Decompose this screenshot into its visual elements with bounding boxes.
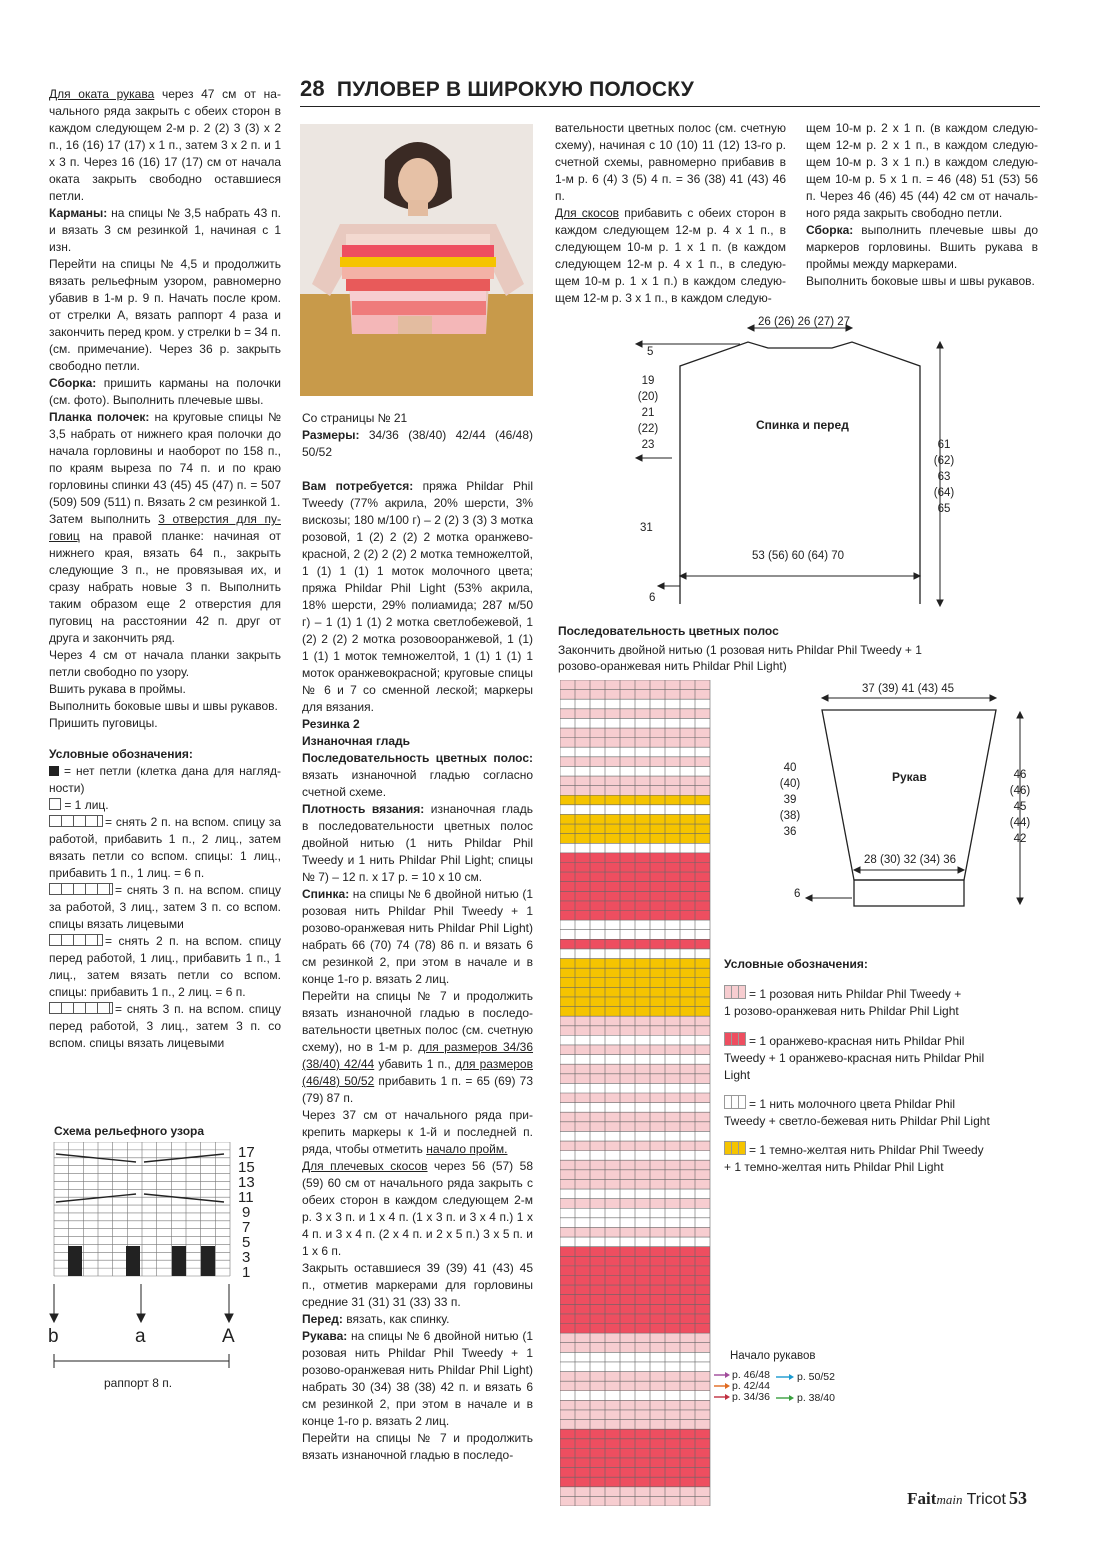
sleeve-shaping-paragraph: Для скосов прибавить с обеих сторон в каждом следующем 12-м р. 4 х 1 п., в следующем 10-м р. 1 х 1 п. (в каждом следующем 12-м р. 4 х 1 п., в следующем 10-м р. 1 х 1 п.) в каждом следующем 12-м р. 3 х 1 п., в каждом следую- bbox=[555, 206, 786, 305]
legend-pink: = 1 розовая нить Phildar Phil Tweedy + 1 розово-оранжевая нить Phildar Phil Light bbox=[724, 987, 962, 1018]
relief-row-label: 15 bbox=[238, 1159, 255, 1176]
body-shoulder-depth: 5 bbox=[647, 346, 654, 358]
page-number: 53 bbox=[1009, 1488, 1027, 1508]
legend-item-cross-4: = снять 3 п. на вспом. спицу перед работой, 3 лиц., затем 3 п. со вспом. спицы вязать лицевыми bbox=[49, 1002, 281, 1050]
model-photo bbox=[300, 124, 533, 396]
legend-title: Условные обозначения: bbox=[49, 747, 193, 761]
column-4 bbox=[806, 120, 1038, 290]
legend-item-cross-3: = снять 2 п. на вспом. спицу перед работой, 1 лиц., прибавить 1 п., 1 лиц., затем вязать петли со вспом. спицы: прибавить 1 п., 2 лиц. = 6 п. bbox=[49, 934, 281, 999]
rib-2-heading: Резинка 2 bbox=[302, 717, 360, 731]
legend-yellow: = 1 темно-желтая нить Phildar Phil Tweedy + 1 темно-желтая нить Phildar Phil Light bbox=[724, 1143, 984, 1174]
shoulder-paragraph: Для плечевых скосов через 56 (57) 58 (59) 60 см от начального ряда закрыть с обеих сторон в каждом следующем 2-м р. 3 х 3 п. и 1 х 4 п. (1 х 3 п. и 3 х 4 п.) 1 х 4 п. и 3 х 4 п. (2 х 4 п. и 2 х 5 п.) 3 х 5 п. и 1 х 6 п. bbox=[302, 1159, 533, 1258]
body-rib-height: 6 bbox=[649, 592, 656, 604]
placket-paragraph: Планка полочек: на круговые спицы № 3,5 набрать от нижнего края полочки до начала горловины и наоборот по 158 п., по краям выреза по 74 п. и по краю горловины спинки 43 (45) 45 (47) п. = 507 (509) 509 (511) п. Вязать 2 см резинкой 1. bbox=[49, 410, 281, 509]
placket-end-paragraph: Через 4 см от начала планки закрыть петли свободно по узору. bbox=[49, 648, 281, 679]
sleeves-paragraph: Рукава: на спицы № 6 двойной нитью (1 розовая нить Phildar Phil Tweedy + 1 розово-оранжевая нить Phildar Phil Light) набрать 30 (34) 38 (38) 42 п. и вязать 6 см резинкой 2, при этом в начале и в конце 1-го р. вязать 2 лиц. bbox=[302, 1329, 533, 1428]
pockets-paragraph-2: Перейти на спицы № 4,5 и продолжить вязать рельефным узором, равномерно убавив в 1-м р. 9 п. Начать после кром. от стрелки А, вязать раппорт 4 раза и закончить перед кром. у стрелки b = 34 п. (см. примечание). Через 36 р. закрыть свободно петли. bbox=[49, 257, 281, 373]
legend-white: = 1 нить молочного цвета Phildar Phil Tweedy + светло-бежевая нить Phildar Phil Light bbox=[724, 1097, 990, 1128]
relief-chart bbox=[48, 1142, 278, 1400]
marker-50-52: р. 50/52 bbox=[797, 1371, 835, 1383]
repeat-label: раппорт 8 п. bbox=[104, 1376, 173, 1390]
body-label: Спинка и перед bbox=[756, 418, 849, 432]
swatch-yellow bbox=[724, 1141, 746, 1155]
marker-42-44: р. 42/44 bbox=[732, 1380, 770, 1392]
sleeve-length-left: 40 (40) 39 (38) 36 bbox=[779, 762, 801, 838]
arrow-b-label: b bbox=[48, 1326, 59, 1347]
buttonholes-paragraph: Затем выполнить 3 отверстия для пуговиц на правой планке: начиная от нижнего края, вязать 64 п., закрыть следующие 3 п., не провязывая их, и сразу набрать новые 3 п. Выполнить таким образом еще 2 отверстия для пуговиц на расстоянии 42 п. друг от друга и закончить ряд. bbox=[49, 512, 281, 645]
page-footer bbox=[907, 1488, 1027, 1509]
assembly-paragraph: Сборка: пришить карманы на полочки (см. фото). Выполнить плечевые швы. bbox=[49, 376, 281, 407]
materials-paragraph: Вам потребуется: пряжа Phildar Phil Tweedy (77% акрила, 20% шерсти, 3% вискозы; 180 м/100 г) – 2 (2) 3 (3) 3 мотка розовой, 1 (2) 2 (2) 2 мотка оранжево-красной, 2 (2) 2 (2) 2 мотка темножелтой, 1 (1) 1 (1) 1 моток молочного цвета; пряжа Phildar Phil Light (53% акрила, 18% шерсти, 29% полиамида; 287 м/50 г) – 1 (1) 1 (1) 2 мотка светлобежевой, 1 (2) 2 (2) 2 мотка розовооранжевой, 1 (1) 1 (1) 1 моток темножелтой, 1 (1) 1 (1) 1 моток оранжевокрасной; круговые спицы № 6 и 7 со сменной леской; маркеры для вязания. bbox=[302, 479, 533, 714]
buttons-paragraph: Пришить пуговицы. bbox=[49, 716, 158, 730]
sleeve-end-paragraph: щем 10-м р. 2 х 1 п. (в каждом следующем 12-м р. 2 х 1 п., в каждом следующем 10-м р. 3 х 1 п.) в каждом следующем 10-м р. 5 х 1 п. = 46 (48) 51 (53) 56 п. Через 46 (46) 45 (44) 42 см от начального ряда закрыть свободно петли. bbox=[806, 121, 1038, 220]
front-paragraph: Перед: вязать, как спинку. bbox=[302, 1312, 450, 1326]
body-top-width: 26 (26) 26 (27) 27 bbox=[758, 316, 851, 328]
legend-item-cross-2: = снять 3 п. на вспом. спицу за работой, 3 лиц., затем 3 п. со вспом. спицы вязать лицевыми bbox=[49, 883, 281, 931]
sleeve-cap-paragraph: Для оката рукава через 47 см от начального ряда закрыть с обеих сторон в каждом следующем 2-м р. 2 (2) 3 (3) х 2 п., 16 (16) 17 (17) х 1 п., затем 3 х 2 п. и 1 х 3 п. Через 16 (16) 17 (17) см от начала оката закрыть свободно оставшиеся петли. bbox=[49, 87, 281, 203]
back-paragraph-3: Через 37 см от начального ряда прикрепить маркеры к 1-й и последней п. ряда, чтобы отметить начало пройм. bbox=[302, 1108, 533, 1156]
relief-row-label: 5 bbox=[242, 1234, 251, 1251]
sleeves-paragraph-2: Перейти на спицы № 7 и продолжить вязать изнаночной гладью в последо- bbox=[302, 1431, 533, 1462]
marker-38-40: р. 38/40 bbox=[797, 1392, 835, 1404]
brand-fait: Fait bbox=[907, 1489, 937, 1508]
sleeves-sew-paragraph: Вшить рукава в проймы. bbox=[49, 682, 186, 696]
sleeve-rib-height: 6 bbox=[794, 888, 801, 900]
relief-row-label: 7 bbox=[242, 1219, 251, 1236]
sleeve-length-right: 46 (46) 45 (44) 42 bbox=[1009, 769, 1031, 845]
sleeve-top-width: 37 (39) 41 (43) 45 bbox=[862, 683, 955, 695]
swatch-white bbox=[724, 1095, 746, 1109]
body-armhole-depth: 19 (20) 21 (22) 23 bbox=[637, 375, 659, 451]
back-paragraph-2: Перейти на спицы № 7 и продолжить вязать изнаночной гладью в последовательности цветных полос (см. счетную схему), но в 1-м р. для размеров 34/36 (38/40) 42/44 убавить 1 п., для размеров (46/48) 50/52 прибавить 1 п. = 65 (69) 73 (79) 87 п. bbox=[302, 989, 534, 1105]
relief-cables bbox=[56, 1154, 224, 1202]
brand-main: main bbox=[936, 1492, 963, 1507]
relief-row-label: 3 bbox=[242, 1249, 251, 1266]
pockets-paragraph: Карманы: на спицы № 3,5 набрать 43 п. и вязать 3 см резинкой 1, начиная с 1 изн. bbox=[49, 206, 281, 254]
body-lower-length: 31 bbox=[640, 522, 653, 534]
marker-34-36: р. 34/36 bbox=[732, 1391, 770, 1403]
relief-row-label: 1 bbox=[242, 1264, 251, 1281]
from-page: Со страницы № 21 bbox=[302, 411, 408, 425]
marker-46-48: р. 46/48 bbox=[732, 1369, 770, 1381]
arrow-A-label: A bbox=[222, 1326, 235, 1347]
stripe-chart bbox=[560, 680, 712, 1506]
gauge-paragraph: Плотность вязания: изнаночная гладь в последовательности цветных полос двойной нитью (1 нить Phildar Phil Tweedy и 1 нить Phildar Phil Light; спицы № 7) – 12 п. х 17 р. = 10 х 10 см. bbox=[302, 802, 533, 884]
body-height: 61 (62) 63 (64) 65 bbox=[933, 439, 955, 515]
legend-red: = 1 оранжево-красная нить Phildar Phil Tweedy + 1 оранжево-красная нить Phildar Phil Light bbox=[724, 1034, 985, 1082]
arrow-a-label: a bbox=[135, 1326, 146, 1347]
legend-item-knit: = 1 лиц. bbox=[49, 797, 281, 814]
relief-row-label: 11 bbox=[238, 1189, 254, 1206]
sleeve-continue-paragraph: вательности цветных полос (см. счетную схему), начиная с 10 (10) 11 (12) 13-го р. счетной схемы, равномерно прибавив в 1-м р. 6 (4) 3 (5) 4 п. = 36 (38) 41 (43) 46 п. bbox=[555, 121, 786, 203]
relief-row-label: 17 bbox=[238, 1144, 255, 1161]
column-3 bbox=[555, 120, 786, 307]
stripes-title: Последовательность цветных полос bbox=[558, 624, 779, 638]
stripes-note: Закончить двойной нитью (1 розовая нить Phildar Phil Tweedy + 1 розово-оранжевая нить Phildar Phil Light) bbox=[558, 643, 922, 673]
swatch-pink bbox=[724, 985, 746, 999]
side-seams-paragraph: Выполнить боковые швы и швы рукавов. bbox=[49, 699, 278, 713]
sizes-paragraph: Размеры: 34/36 (38/40) 42/44 (46/48) 50/52 bbox=[302, 428, 533, 459]
stripe-sequence-paragraph: Последовательность цветных полос: вязать изнаночной гладью согласно счетной схеме. bbox=[302, 751, 533, 799]
relief-bars bbox=[68, 1246, 215, 1276]
legend-item-cross-1: = снять 2 п. на вспом. спицу за работой, прибавить 1 п., 2 лиц., затем вязать петли со вспом. спицы: 1 лиц., прибавить 1 п., 1 лиц. = 6 п. bbox=[49, 815, 281, 880]
sleeve-label: Рукав bbox=[892, 770, 927, 784]
relief-chart-title: Схема рельефного узора bbox=[54, 1124, 205, 1138]
swatch-red bbox=[724, 1032, 746, 1046]
legend-item-no-stitch: = нет петли (клетка дана для наглядности) bbox=[49, 764, 282, 795]
color-legend bbox=[724, 956, 1024, 1182]
back-paragraph: Спинка: на спицы № 6 двойной нитью (1 розовая нить Phildar Phil Tweedy + 1 розово-оранжевая нить Phildar Phil Light) набрать 66 (70) 74 (78) 86 п. и вязать 6 см резинкой 2, при этом в начале и в конце 1-го р. вязать 2 лиц. bbox=[302, 887, 533, 986]
neckline-paragraph: Закрыть оставшиеся 39 (39) 41 (43) 45 п., отметив маркерами для горловины средние 31 (31) 31 (33) 33 п. bbox=[302, 1261, 533, 1309]
body-width: 53 (56) 60 (64) 70 bbox=[752, 550, 845, 562]
final-seams-paragraph: Выполнить боковые швы и швы рукавов. bbox=[806, 274, 1035, 288]
article-title bbox=[300, 76, 1040, 107]
relief-row-label: 9 bbox=[242, 1204, 251, 1221]
article-title-text: ПУЛОВЕР В ШИРОКУЮ ПОЛОСКУ bbox=[336, 78, 695, 101]
final-assembly-paragraph: Сборка: выполнить плечевые швы до маркеров горловины. Вшить рукава в проймы между маркерами. bbox=[806, 223, 1038, 271]
color-legend-title: Условные обозначения: bbox=[724, 957, 868, 971]
brand-tricot: Tricot bbox=[966, 1491, 1006, 1508]
column-1 bbox=[49, 86, 281, 1052]
reverse-stockinette-heading: Изнаночная гладь bbox=[302, 734, 411, 748]
sleeve-bottom-width: 28 (30) 32 (34) 36 bbox=[864, 854, 957, 866]
article-number: 28 bbox=[300, 76, 325, 101]
column-2 bbox=[302, 410, 533, 1464]
sleeve-start-markers bbox=[712, 1368, 842, 1408]
body-schematic bbox=[620, 312, 960, 612]
relief-row-label: 13 bbox=[238, 1174, 255, 1191]
sleeve-start-title: Начало рукавов bbox=[730, 1350, 816, 1362]
